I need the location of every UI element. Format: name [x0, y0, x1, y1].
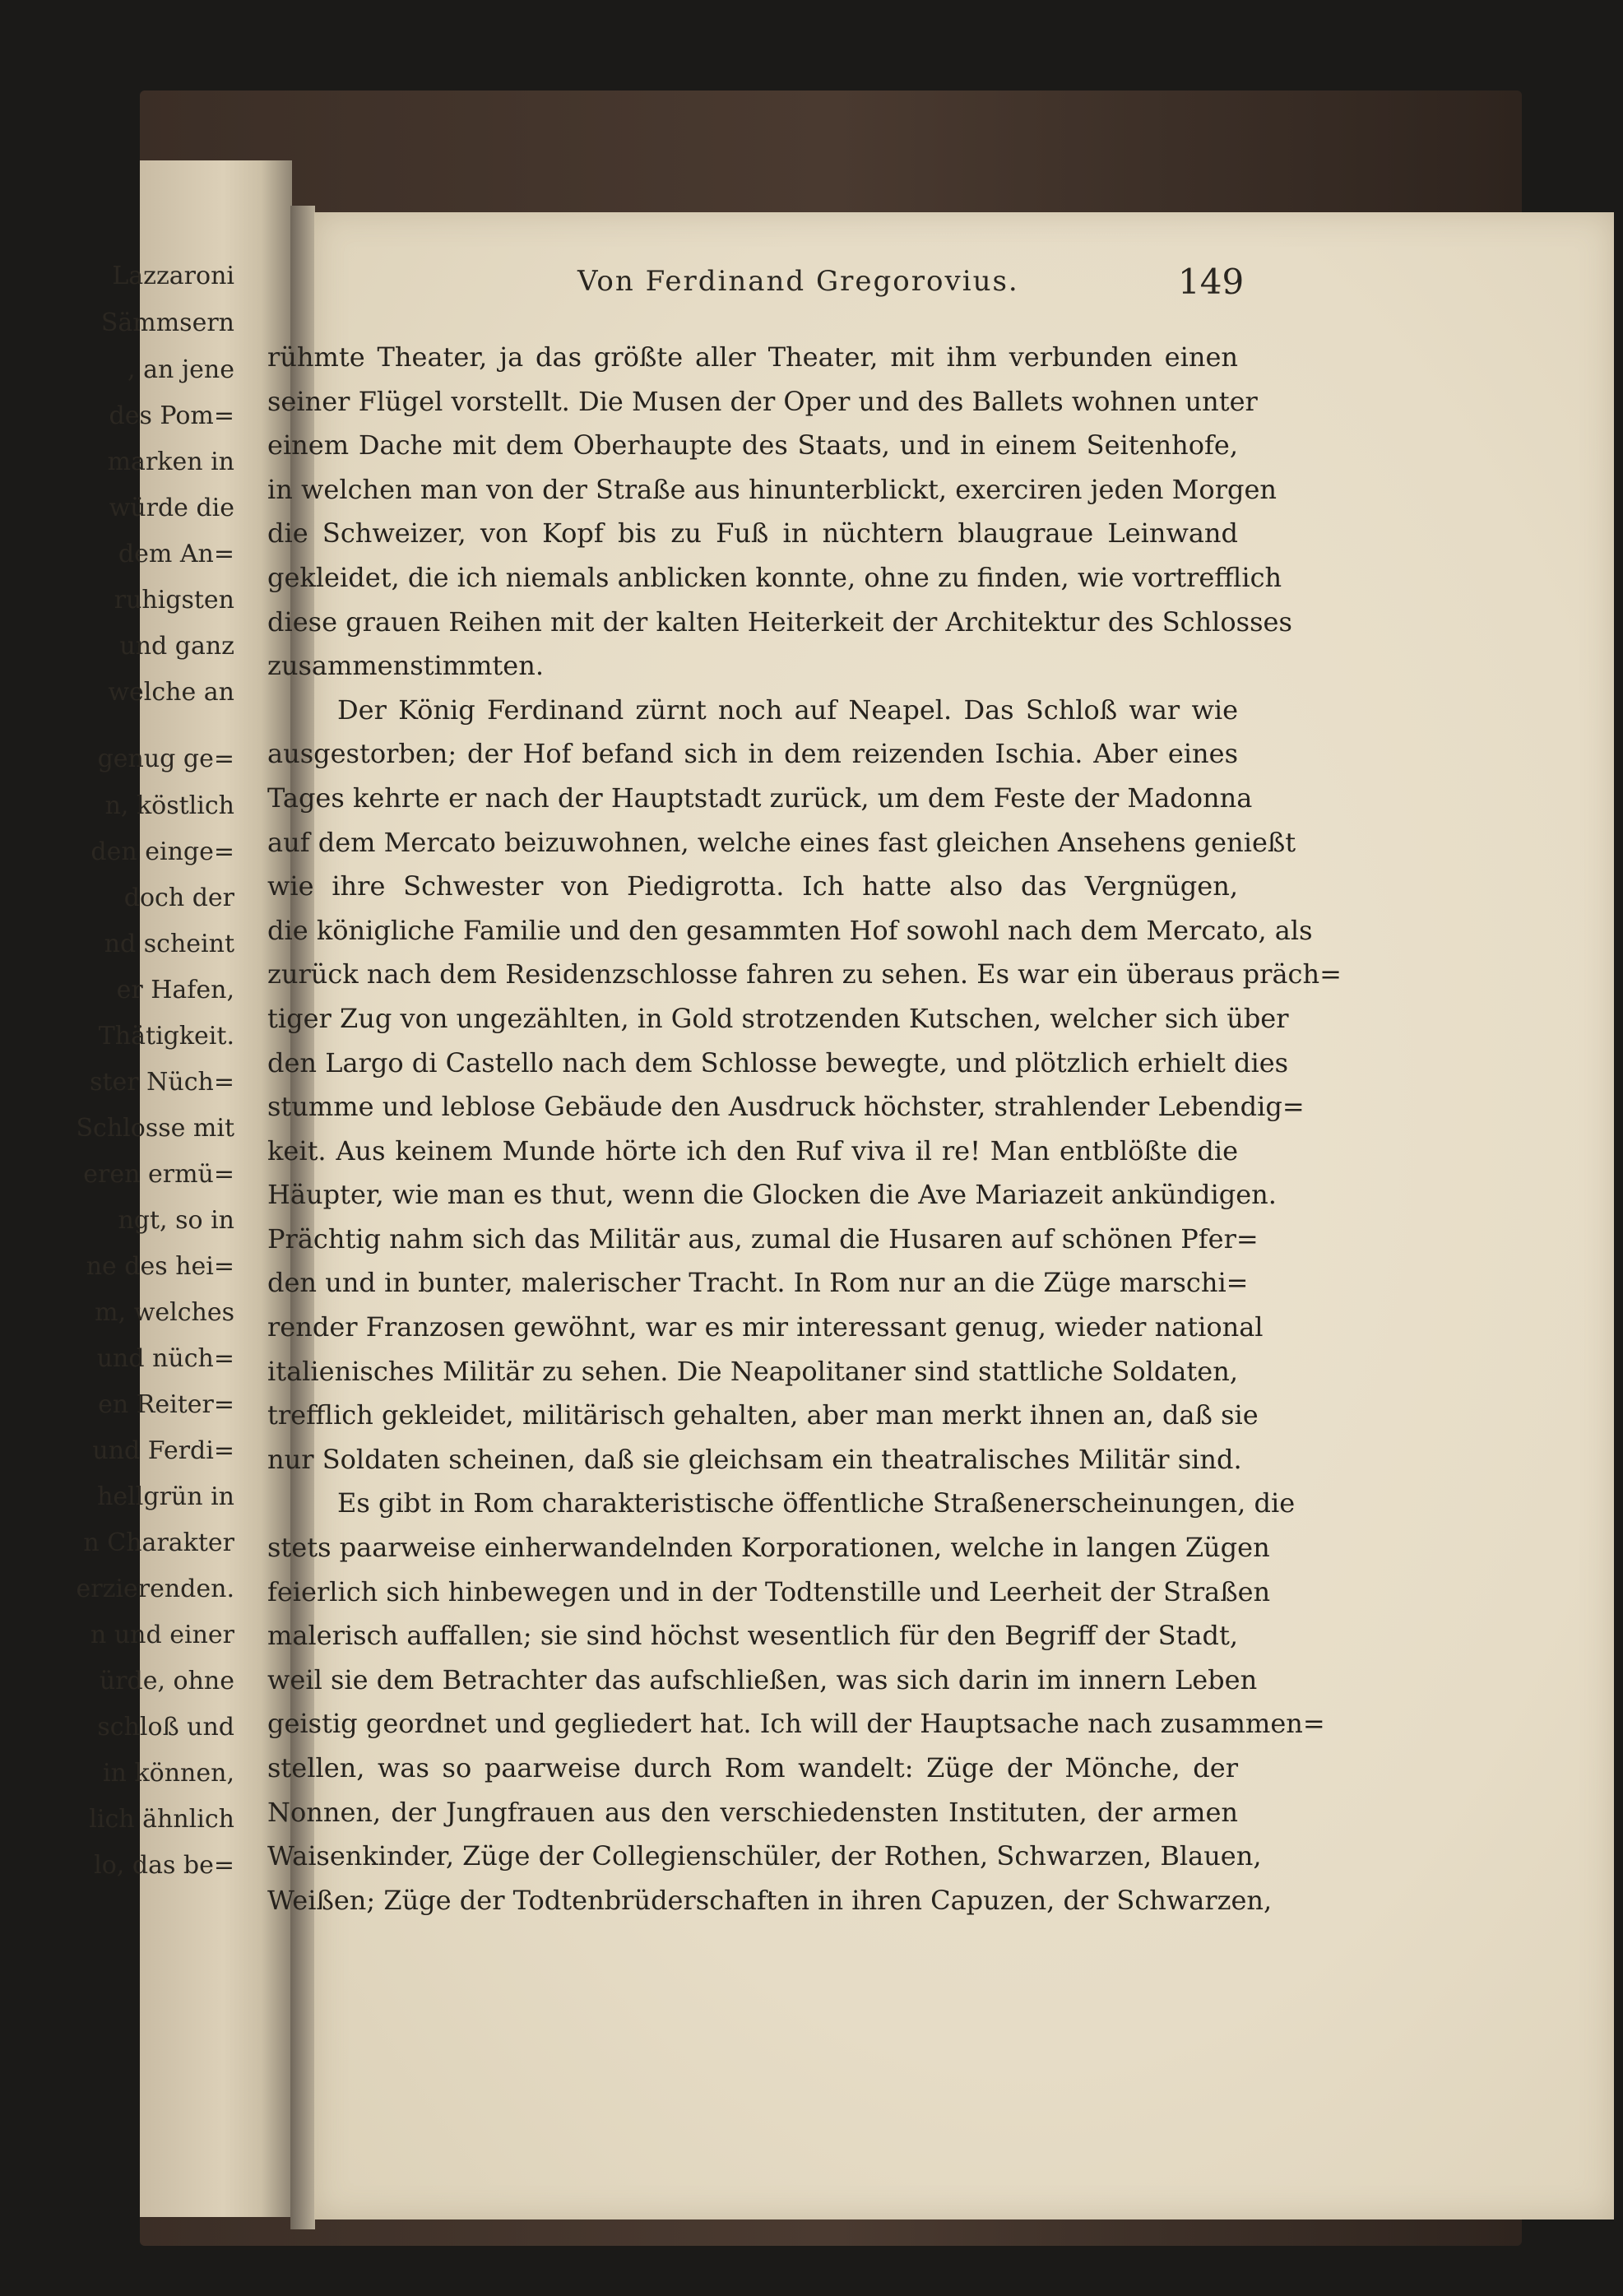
text-line: rühmte Theater, ja das größte aller Theater, mit ihm verbunden einen	[267, 341, 1238, 373]
text-line: trefflich gekleidet, militärisch gehalten, aber man merkt ihnen an, daß sie	[267, 1399, 1259, 1431]
text-line: stets paarweise einherwandelnden Korporationen, welche in langen Zügen	[267, 1532, 1270, 1564]
left-page-fragment: ster Nüch=	[90, 1068, 234, 1097]
left-page-fragment: doch der	[123, 884, 234, 912]
text-line: seiner Flügel vorstellt. Die Musen der Oper und des Ballets wohnen unter	[267, 385, 1258, 417]
left-page-fragment: und Ferdi=	[92, 1436, 234, 1465]
left-page-fragment: marken in	[107, 448, 234, 476]
text-line: diese grauen Reihen mit der kalten Heiterkeit der Architektur des Schlosses	[267, 605, 1292, 638]
left-page-fragment: n Charakter	[83, 1528, 234, 1557]
text-line: Waisenkinder, Züge der Collegienschüler, der Rothen, Schwarzen, Blauen,	[267, 1840, 1262, 1872]
left-page-fragment: ne des hei=	[86, 1252, 234, 1281]
text-line: Es gibt in Rom charakteristische öffentliche Straßenerscheinungen, die	[337, 1487, 1296, 1519]
text-line: weil sie dem Betrachter das aufschließen, was sich darin im innern Leben	[267, 1663, 1258, 1695]
left-page-fragment: den einge=	[90, 837, 234, 866]
text-line: Weißen; Züge der Todtenbrüderschaften in ihren Capuzen, der Schwarzen,	[267, 1884, 1273, 1916]
left-page-fragment: ngt, so in	[118, 1206, 234, 1235]
left-page-fragment: und ganz	[119, 632, 234, 661]
page-number: 149	[1178, 262, 1245, 302]
text-line: ausgestorben; der Hof befand sich in dem reizenden Ischia. Aber eines	[267, 738, 1238, 770]
text-line: zusammenstimmten.	[267, 650, 544, 682]
text-line: zurück nach dem Residenzschlosse fahren zu sehen. Es war ein überaus präch=	[267, 958, 1342, 990]
running-head: Von Ferdinand Gregorovius.	[577, 265, 1019, 298]
left-page-fragment: schloß und	[97, 1713, 234, 1742]
left-page-fragment: genug ge=	[97, 744, 234, 773]
text-line: Tages kehrte er nach der Hauptstadt zurück, um dem Feste der Madonna	[267, 782, 1253, 814]
left-page-fragment: ürde, ohne	[99, 1667, 234, 1695]
text-line: tiger Zug von ungezählten, in Gold strotzenden Kutschen, welcher sich über	[267, 1002, 1289, 1034]
left-page-fragment: Thätigkeit.	[98, 1022, 234, 1051]
left-page-fragment: en Reiter=	[98, 1390, 234, 1419]
text-line: wie ihre Schwester von Piedigrotta. Ich hatte also das Vergnügen,	[267, 870, 1238, 902]
left-page-fragment: er Hafen,	[116, 976, 234, 1004]
text-line: stellen, was so paarweise durch Rom wandelt: Züge der Mönche, der	[267, 1752, 1238, 1783]
text-line: keit. Aus keinem Munde hörte ich den Ruf viva il re! Man entblößte die	[267, 1134, 1238, 1167]
text-line: die Schweizer, von Kopf bis zu Fuß in nüchtern blaugraue Leinwand	[267, 517, 1238, 550]
text-line: die königliche Familie und den gesammten Hof sowohl nach dem Mercato, als	[267, 914, 1313, 946]
text-line: Häupter, wie man es thut, wenn die Glocken die Ave Mariazeit ankündigen.	[267, 1179, 1277, 1211]
text-line: Nonnen, der Jungfrauen aus den verschiedensten Instituten, der armen	[267, 1796, 1238, 1828]
text-line: render Franzosen gewöhnt, war es mir interessant genug, wieder national	[267, 1311, 1264, 1343]
left-page-fragment: und nüch=	[96, 1344, 234, 1373]
text-line: auf dem Mercato beizuwohnen, welche eines fast gleichen Ansehens genießt	[267, 826, 1296, 858]
text-line: den Largo di Castello nach dem Schlosse bewegte, und plötzlich erhielt dies	[267, 1046, 1289, 1078]
left-page-fragment: Sämmsern	[100, 308, 234, 337]
left-page-fragment: n und einer	[90, 1621, 234, 1649]
text-line: einem Dache mit dem Oberhaupte des Staats, und in einem Seitenhofe,	[267, 429, 1238, 462]
left-page-fragment: n, köstlich	[104, 791, 234, 820]
left-page-fragment: welche an	[108, 678, 234, 707]
left-page-fragment: nd scheint	[104, 930, 234, 958]
text-line: gekleidet, die ich niemals anblicken konnte, ohne zu finden, wie vortrefflich	[267, 561, 1282, 593]
left-page-fragment: lo, das be=	[94, 1851, 234, 1880]
left-page-fragment: Lazzaroni	[112, 262, 234, 290]
left-page-fragment: dem An=	[118, 540, 234, 568]
text-line: feierlich sich hinbewegen und in der Todtenstille und Leerheit der Straßen	[267, 1575, 1271, 1607]
left-page-fragment: des Pom=	[109, 401, 234, 430]
text-line: italienisches Militär zu sehen. Die Neapolitaner sind stattliche Soldaten,	[267, 1355, 1238, 1387]
text-line: nur Soldaten scheinen, daß sie gleichsam ein theatralisches Militär sind.	[267, 1443, 1242, 1475]
left-page-fragment: Schlosse mit	[76, 1114, 234, 1143]
text-line: Prächtig nahm sich das Militär aus, zumal die Husaren auf schönen Pfer=	[267, 1222, 1259, 1255]
left-page-fragment: , an jene	[128, 355, 234, 384]
left-page-fragment: eren ermü=	[83, 1160, 234, 1189]
text-line: geistig geordnet und gegliedert hat. Ich will der Hauptsache nach zusammen=	[267, 1708, 1325, 1740]
left-page-fragment: erzierenden.	[76, 1575, 234, 1603]
left-page-fragment: hellgrün in	[97, 1482, 234, 1511]
left-page-fragment: ruhigsten	[114, 586, 234, 615]
text-line: Der König Ferdinand zürnt noch auf Neapel. Das Schloß war wie	[337, 693, 1238, 726]
body-text	[267, 336, 1342, 1923]
left-page-fragment: m, welches	[95, 1298, 234, 1327]
left-page-fragment: in können,	[103, 1759, 234, 1788]
text-line: malerisch auffallen; sie sind höchst wesentlich für den Begriff der Stadt,	[267, 1620, 1238, 1652]
text-line: den und in bunter, malerischer Tracht. In Rom nur an die Züge marschi=	[267, 1267, 1249, 1299]
left-page-fragment: lich ähnlich	[89, 1805, 234, 1834]
left-page-fragment: würde die	[109, 494, 234, 522]
text-line: in welchen man von der Straße aus hinunterblickt, exerciren jeden Morgen	[267, 473, 1278, 505]
text-line: stumme und leblose Gebäude den Ausdruck höchster, strahlender Lebendig=	[267, 1091, 1305, 1123]
